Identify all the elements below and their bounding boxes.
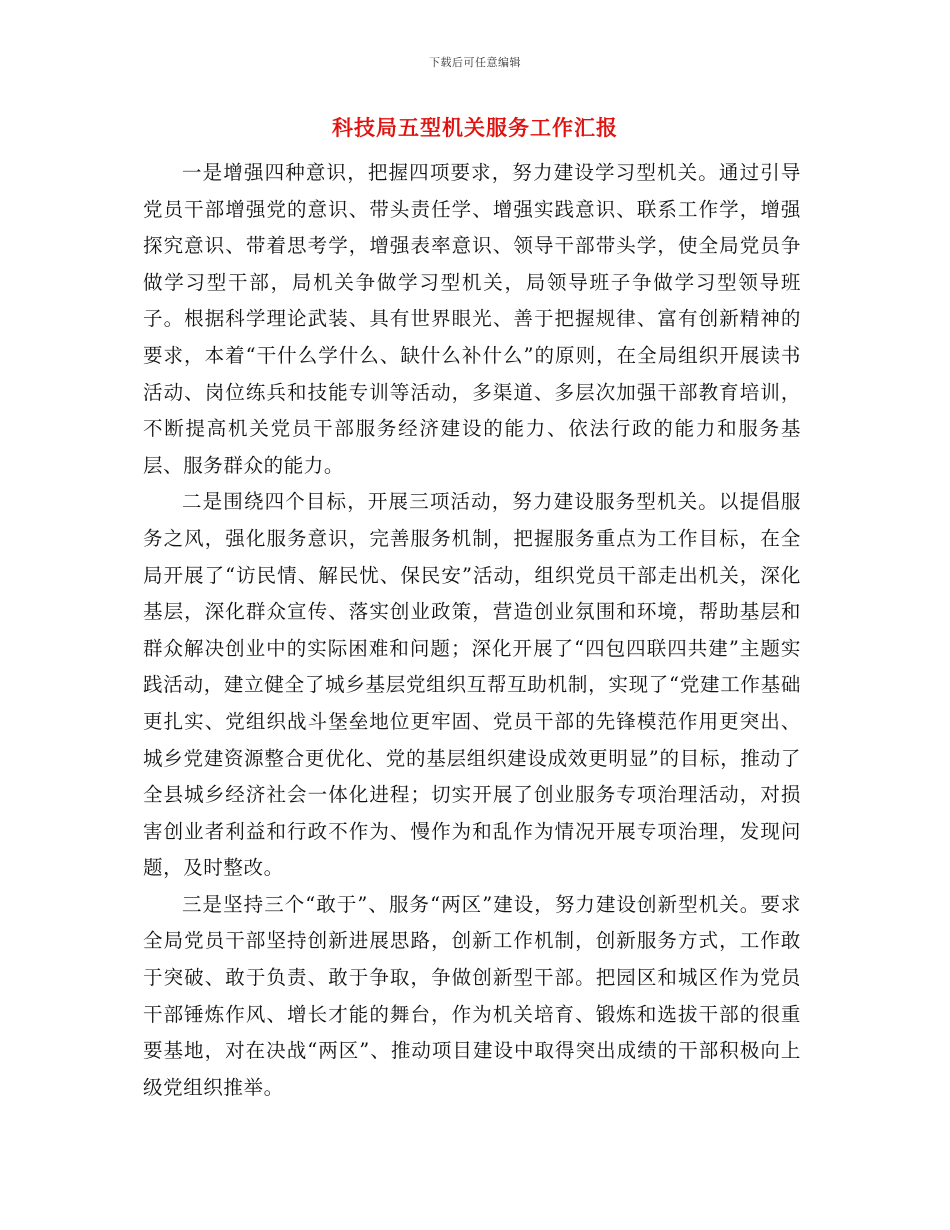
header-note: 下载后可任意编辑 [429,56,521,69]
document-title: 科技局五型机关服务工作汇报 [332,115,618,140]
paragraph-2: 二是围绕四个目标，开展三项活动，努力建设服务型机关。以提倡服务之风，强化服务意识，完善服务机制，把握服务重点为工作目标，在全局开展了“访民情、解民忧、保民安”活动，组织党员干部走出机关，深化基层，深化群众宣传、落实创业政策，营造创业氛围和环境，帮助基层和群众解决创业中的实际困难和问题；深化开展了“四包四联四共建”主题实践活动，建立健全了城乡基层党组织互帮互助机制，实现了“党建工作基础更扎实、党组织战斗堡垒地位更牢固、党员干部的先锋模范作用更突出、城乡党建资源整合更优化、党的基层组织建设成效更明显”的目标，推动了全县城乡经济社会一体化进程；切实开展了创业服务专项治理活动，对损害创业者利益和行政不作为、慢作为和乱作为情况开展专项治理，发现问题，及时整改。 [143,490,801,880]
paragraph-1: 一是增强四种意识，把握四项要求，努力建设学习型机关。通过引导党员干部增强党的意识、带头责任学、增强实践意识、联系工作学，增强探究意识、带着思考学，增强表率意识、领导干部带头学，使全局党员争做学习型干部，局机关争做学习型机关，局领导班子争做学习型领导班子。根据科学理论武装、具有世界眼光、善于把握规律、富有创新精神的要求，本着“干什么学什么、缺什么补什么”的原则，在全局组织开展读书活动、岗位练兵和技能专训等活动，多渠道、多层次加强干部教育培训，不断提高机关党员干部服务经济建设的能力、依法行政的能力和服务基层、服务群众的能力。 [143,161,801,477]
paragraph-3: 三是坚持三个“敢于”、服务“两区”建设，努力建设创新型机关。要求全局党员干部坚持创新进展思路，创新工作机制，创新服务方式，工作敢于突破、敢于负责、敢于争取，争做创新型干部。把园区和城区作为党员干部锤炼作风、增长才能的舞台，作为机关培育、锻炼和选拔干部的很重要基地，对在决战“两区”、推动项目建设中取得突出成绩的干部积极向上级党组织推举。 [143,892,801,1099]
document-body [143,155,801,1106]
